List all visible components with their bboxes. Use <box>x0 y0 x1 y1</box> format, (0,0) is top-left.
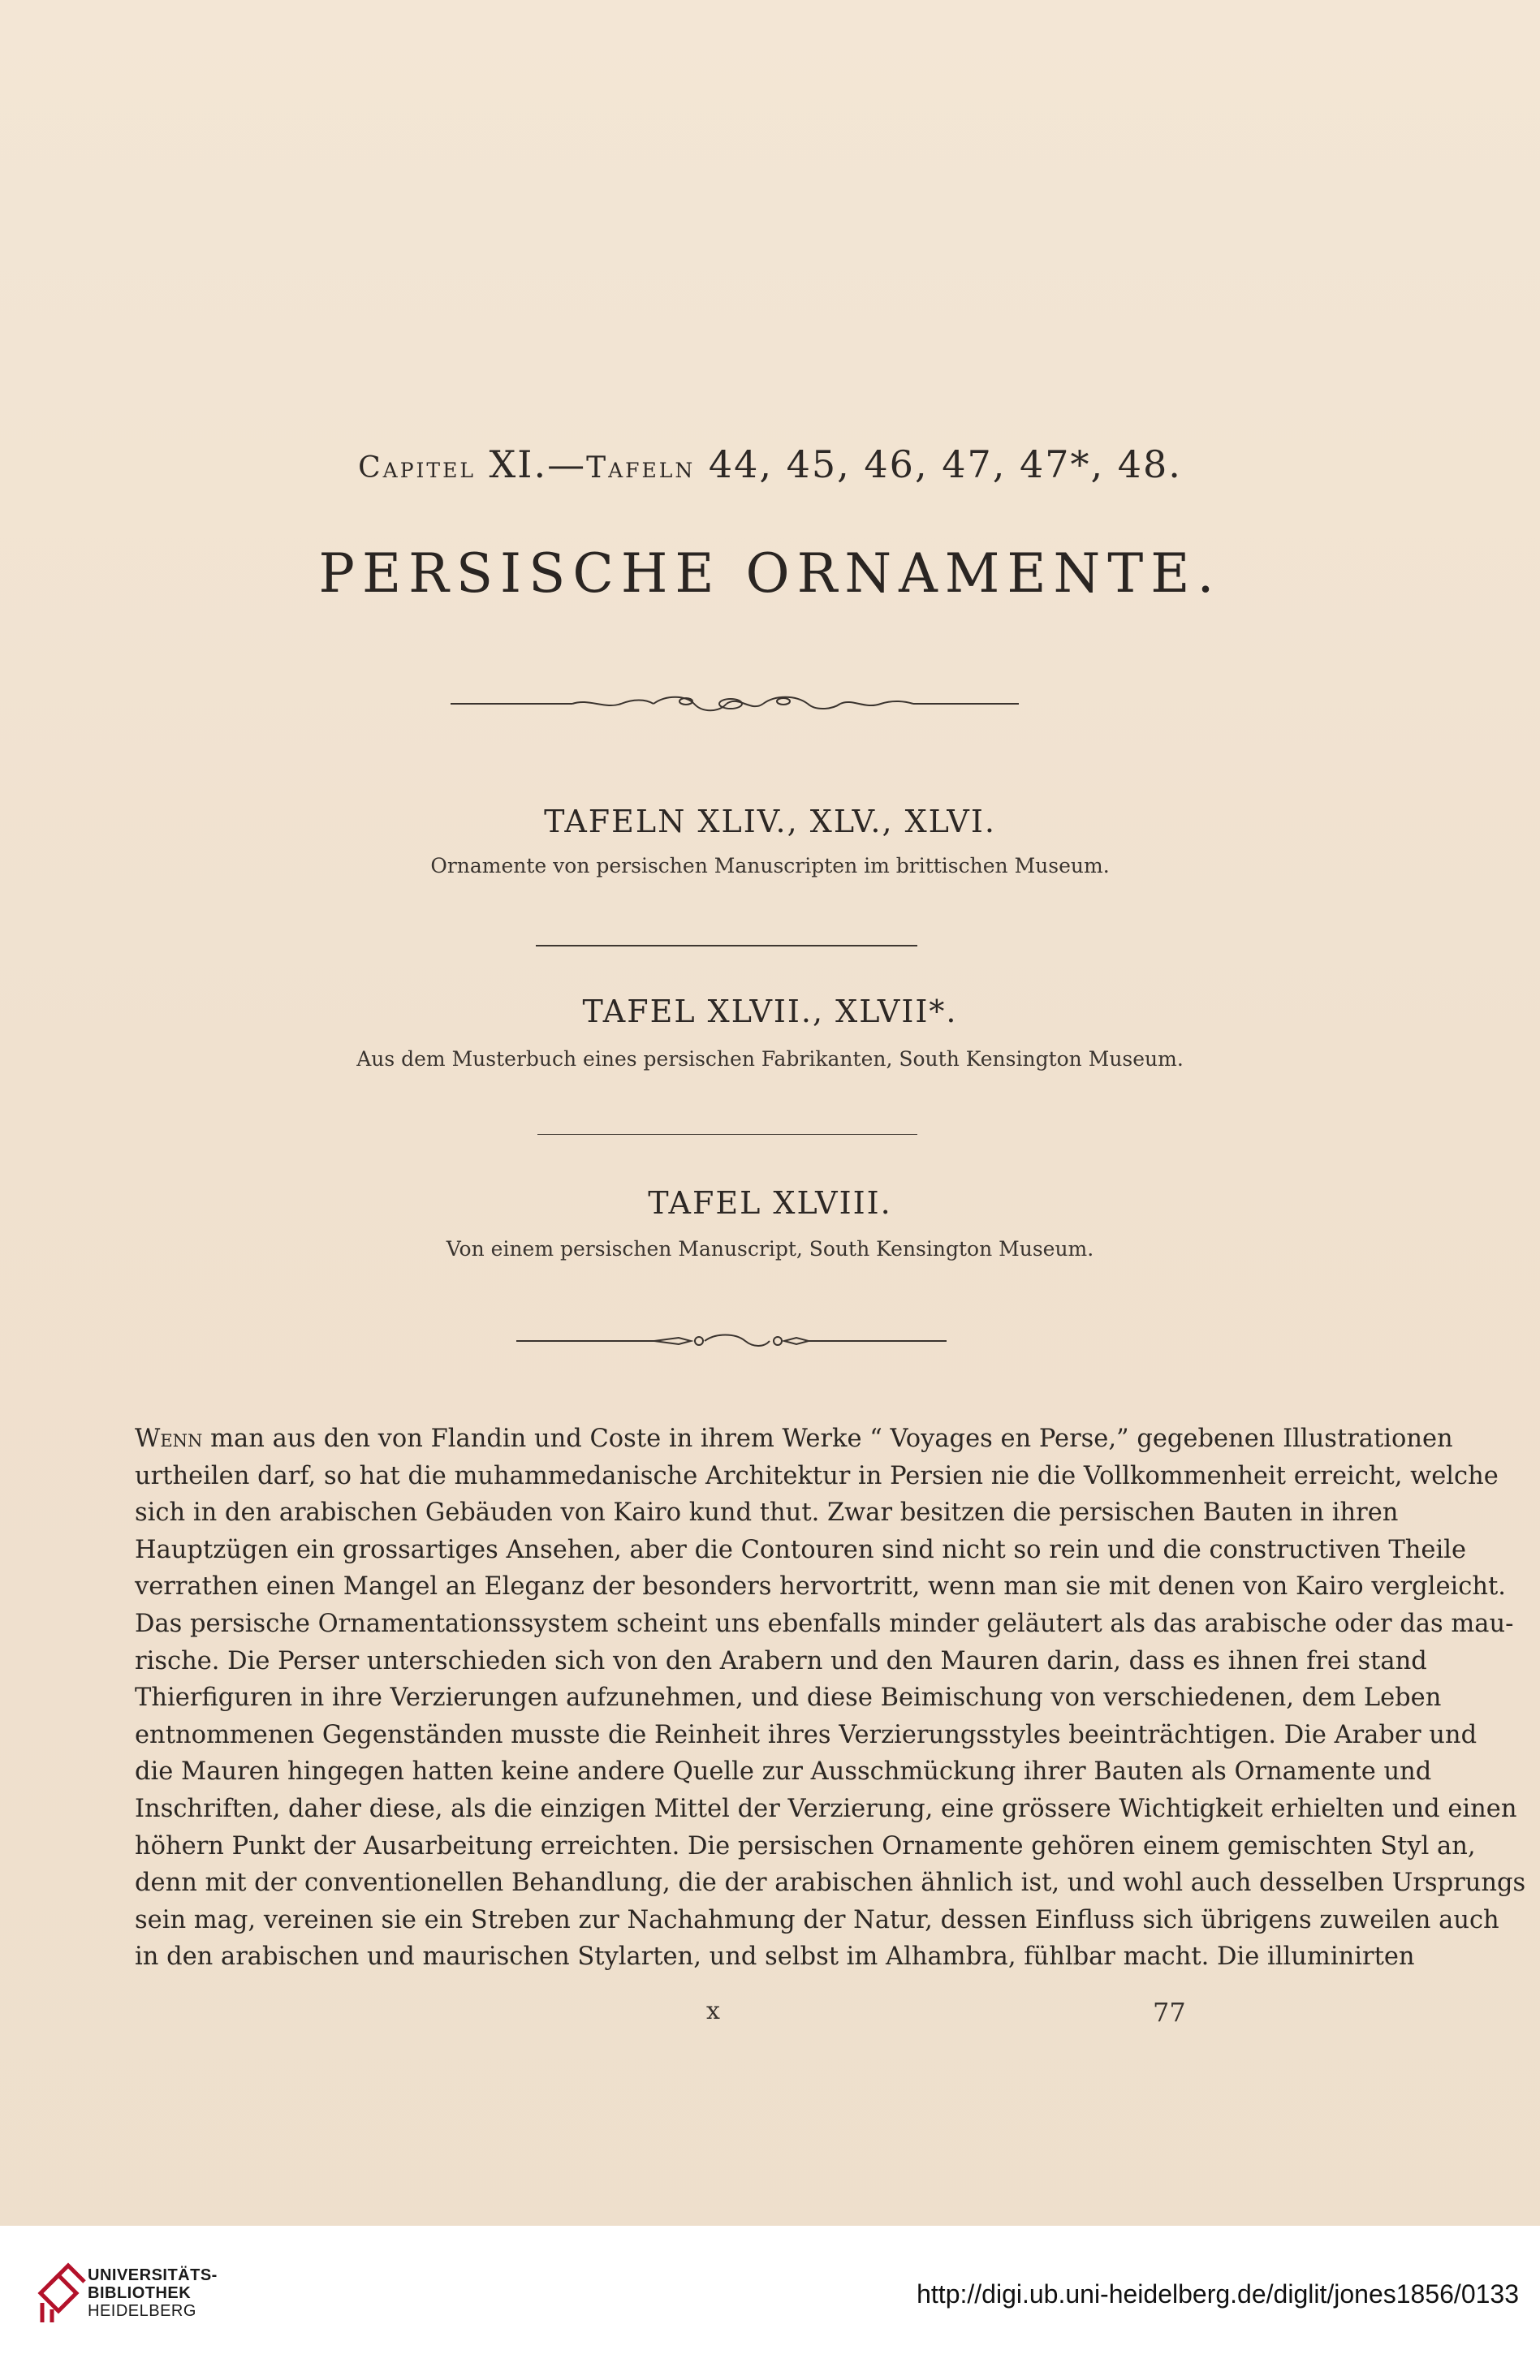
body-line-7: rische. Die Perser unterschieden sich von den Arabern und den Mauren darin, dass es ihnen frei stand <box>135 1646 1427 1675</box>
plate-heading-1: TAFELN XLIV., XLV., XLVI. <box>544 804 996 839</box>
chapter-heading <box>0 442 1540 486</box>
em-dash: — <box>547 442 587 486</box>
plate-description-3: Von einem persischen Manuscript, South Kensington Museum. <box>446 1237 1094 1261</box>
divider-rule-1 <box>536 945 917 946</box>
library-line-3: HEIDELBERG <box>88 2302 196 2320</box>
body-line-6: Das persische Ornamentationssystem scheint uns ebenfalls minder geläutert als das arabische oder das mau- <box>135 1609 1514 1638</box>
tafeln-word: Tafeln <box>586 451 696 485</box>
body-line-10: die Mauren hingegen hatten keine andere Quelle zur Ausschmückung ihrer Bauten als Ornamente und <box>135 1757 1432 1787</box>
body-line-11: Inschriften, daher diese, als die einzigen Mittel der Verzierung, eine grössere Wichtigkeit erhielten und einen <box>135 1794 1517 1823</box>
body-line-9: entnommenen Gegenständen musste die Reinheit ihres Verzierungsstyles beeinträchtigen. Die Araber und <box>135 1720 1477 1749</box>
body-line-5: verrathen einen Mangel an Eleganz der besonders hervortritt, wenn man sie mit denen von Kairo vergleicht. <box>135 1572 1506 1602</box>
drop-word: Wenn <box>135 1425 203 1453</box>
plate-description-2: Aus dem Musterbuch eines persischen Fabrikanten, South Kensington Museum. <box>356 1047 1184 1071</box>
divider-rule-2 <box>537 1134 917 1135</box>
body-paragraph <box>135 1421 1526 1976</box>
body-line-4: Hauptzügen ein grossartiges Ansehen, aber die Contouren sind nicht so rein und die constructiven Theile <box>135 1535 1467 1564</box>
source-url-link[interactable]: http://digi.ub.uni-heidelberg.de/diglit/jones1856/0133 <box>917 2279 1519 2309</box>
plate-heading-2: TAFEL XLVII., XLVII*. <box>582 994 958 1029</box>
body-line-1 <box>135 1421 1453 1458</box>
ub-heidelberg-logo-icon <box>34 2253 93 2326</box>
chapter-numeral: XI. <box>489 442 548 486</box>
flourish-divider-icon <box>451 692 1019 716</box>
library-name <box>88 2266 218 2320</box>
body-line-3: sich in den arabischen Gebäuden von Kairo kund thut. Zwar besitzen die persischen Bauten in ihren <box>135 1498 1399 1528</box>
capitel-word: Capitel <box>358 451 476 485</box>
library-line-2: BIBLIOTHEK <box>88 2284 192 2302</box>
page-title: PERSISCHE ORNAMENTE. <box>318 542 1222 605</box>
body-line-14: sein mag, vereinen sie ein Streben zur Nachahmung der Natur, dessen Einfluss sich übrigens zuweilen auch <box>135 1905 1499 1934</box>
chapter-plates: 44, 45, 46, 47, 47*, 48. <box>708 442 1182 486</box>
body-line-15: in den arabischen und maurischen Stylarten, und selbst im Alhambra, fühlbar macht. Die illuminirten <box>135 1942 1415 1972</box>
body-line-2: urtheilen darf, so hat die muhammedanische Architektur in Persien nie die Vollkommenheit erreicht, welche <box>135 1461 1499 1490</box>
plate-description-1: Ornamente von persischen Manuscripten im brittischen Museum. <box>430 854 1110 877</box>
body-line-13: denn mit der conventionellen Behandlung, die der arabischen ähnlich ist, und wohl auch desselben Ursprungs <box>135 1869 1526 1898</box>
plate-heading-3: TAFEL XLVIII. <box>648 1185 892 1221</box>
library-line-1: UNIVERSITÄTS- <box>88 2266 218 2284</box>
body-line-8: Thierfiguren in ihre Verzierungen aufzunehmen, und diese Beimischung von verschiedenen, dem Leben <box>135 1684 1442 1713</box>
page-number: 77 <box>1153 1997 1186 2028</box>
body-line-1-text: man aus den von Flandin und Coste in ihrem Werke “ Voyages en Perse,” gegebenen Illustrationen <box>202 1425 1453 1453</box>
signature-mark: x <box>706 1997 720 2025</box>
body-line-12: höhern Punkt der Ausarbeitung erreichten. Die persischen Ornamente gehören einem gemischten Styl an, <box>135 1831 1476 1860</box>
small-flourish-divider-icon <box>516 1331 947 1351</box>
